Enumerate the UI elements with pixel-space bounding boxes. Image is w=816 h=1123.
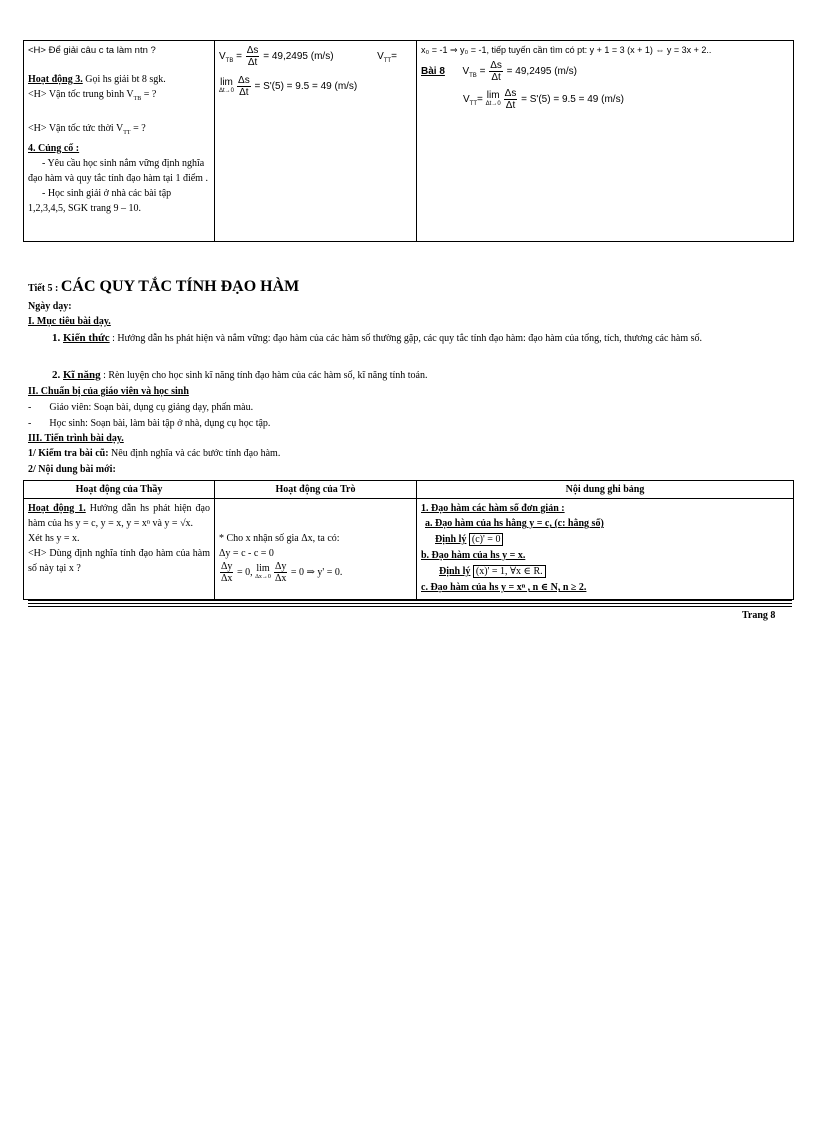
ki-nang-paragraph (28, 367, 788, 384)
lesson-title: CÁC QUY TẮC TÍNH ĐẠO HÀM (60, 278, 300, 295)
giao-vien-text: Giáo viên: Soạn bài, dụng cụ giảng dạy, phấn màu. (49, 402, 254, 413)
table-row (24, 499, 794, 600)
tro-frac-den: Δx (221, 573, 233, 584)
vtb-fraction (246, 45, 260, 68)
ghi-bang-hb: b. Đạo hàm của hs y = x. (421, 550, 526, 561)
vtb-frac-num: Δs (246, 45, 259, 56)
thay-cell (24, 499, 215, 600)
lesson-activity-table (23, 480, 794, 600)
dinh-ly-2-label: Định lý (439, 566, 471, 577)
dinh-ly-2-box: (x)' = 1, ∀x ∈ R. (473, 565, 546, 578)
bai-8-vtt: $V_{TT}=$ lim Δt→0 $\frac{\Delta s}{\Delta t}$ = S'(5) = 9.5 = 49 (m/s) (463, 88, 624, 112)
student-column-cell (215, 41, 417, 242)
vtt-eq: = (391, 51, 397, 63)
hoat-dong-3-text: Gọi hs giải bt 8 sgk. (82, 74, 166, 85)
tro-limit-sub: Δx→0 (255, 574, 271, 580)
vtt-frac-num: Δs (238, 75, 250, 87)
vtt-sub: TT (383, 58, 392, 65)
question-vtb-post: = ? (141, 89, 157, 100)
question-vtt-sub: TT (123, 130, 131, 136)
vtb-formula (219, 45, 412, 69)
footer-rule (28, 603, 792, 604)
bai-8-limit-word: lim (486, 90, 500, 102)
cung-co-item-1: - Yêu cầu học sinh nắm vững định nghĩa đạo hàm và quy tắc tính đạo hàm tại 1 điểm . (28, 158, 208, 184)
kien-thuc-label: Kiến thức (63, 332, 110, 344)
hoat-dong-1 (28, 501, 210, 531)
bai-8-vtt-symbol: V (463, 94, 470, 106)
vtb-sub: TB (225, 58, 234, 65)
limit-operator (219, 78, 234, 95)
section-muc-tieu: I. Mục tiêu bài dạy. (28, 316, 111, 327)
tro-mid: = 0, (234, 566, 256, 578)
cung-co-heading: 4. Củng cố : (28, 143, 80, 154)
ghi-bang-ha: a. Đạo hàm của hs hằng y = c, (c: hằng số) (425, 518, 604, 529)
bai-8-label: Bài 8 (421, 66, 445, 78)
ki-nang-text: : Rèn luyện cho học sinh kĩ năng tính đạo hàm của các hàm số, kĩ năng tính toán. (100, 370, 428, 381)
question-vtt (28, 121, 210, 141)
limit-word: lim (220, 77, 233, 89)
footer-rule (28, 606, 792, 607)
hoat-dong-1-label: Hoạt động 1. (28, 503, 86, 514)
bai-8-vtb-fraction (489, 60, 503, 83)
question-vtt-post: = ? (130, 123, 146, 134)
footer-rule (28, 600, 792, 601)
bai-8-vtt-frac-num: Δs (504, 88, 517, 100)
bai-8-vtt-fraction (504, 88, 518, 111)
ghi-bang-hc: c. Đạo hàm của hs y = xⁿ , n ∈ N, n ≥ 2. (421, 582, 587, 593)
teacher-column-cell (24, 41, 215, 242)
tro-limit-word: lim (256, 563, 270, 574)
header-tro: Hoạt động của Trò (215, 481, 417, 499)
hoc-sinh-item: - Học sinh: Soạn bài, làm bài tập ở nhà, dụng cụ học tập. (28, 418, 271, 429)
question-vtt-text: <H> Vận tốc tức thời V (28, 123, 124, 134)
vtt-symbol: V (377, 51, 384, 63)
question-vtb (28, 87, 210, 107)
vtt-frac-den: Δt (239, 87, 249, 99)
dinh-ly-1-box: (c)' = 0 (469, 533, 504, 546)
vtt-value: = S'(5) = 9.5 = 49 (m/s) (251, 81, 358, 93)
giao-vien-item: - Giáo viên: Soạn bài, dụng cụ giảng dạy, phấn màu. (28, 402, 254, 413)
hoat-dong-3 (28, 72, 210, 87)
bai-8-vtb-symbol: V (462, 66, 470, 78)
bai-8-vtb: Bài 8 $V_{TB}$ = $\frac{\Delta s}{\Delta t}$ = 49,2495 (m/s) (421, 60, 577, 83)
bai-8-frac-den: Δt (491, 72, 501, 83)
tro-line-2: Δy = c - c = 0 (219, 548, 274, 559)
vtt-limit-formula (219, 75, 412, 98)
question-vtb-sub: TB (133, 96, 142, 102)
question-vtb-text: <H> Vận tốc trung bình V (28, 89, 134, 100)
tro-fraction (220, 561, 233, 584)
bai-8-vtt-sub: TT (469, 101, 478, 108)
question-cau-c: <H> Để giải câu c ta làm ntn ? (28, 45, 156, 56)
kiem-tra-line (28, 448, 280, 459)
section-tien-trinh: III. Tiến trình bài dạy. (28, 433, 124, 444)
tangent-line-result: x₀ = -1 ⇒ y₀ = -1, tiếp tuyến cần tìm có pt: y + 1 = 3 (x + 1) ⇔ y = 3x + 2.. (421, 45, 712, 55)
cung-co-item-2: - Học sinh giải ở nhà các bài tập 1,2,3,4,5, SGK trang 9 – 10. (28, 188, 172, 214)
dinh-ly-1-label: Định lý (435, 534, 467, 545)
dinh-ly-2 (421, 564, 789, 579)
tro-frac2-den: Δx (274, 573, 287, 584)
bai-8-vtb-value: = 49,2495 (m/s) (503, 66, 577, 78)
page-number: Trang 8 (742, 610, 776, 621)
hoat-dong-3-label: Hoạt động 3. (28, 74, 83, 85)
bai-8-limit-sub: Δt→0 (485, 101, 501, 108)
dinh-ly-1 (421, 532, 789, 547)
thay-question: <H> Dùng định nghĩa tính đạo hàm của hàm số này tại x ? (28, 548, 210, 574)
bai-8-vtb-sub: TB (469, 73, 477, 80)
kien-thuc-paragraph (28, 330, 788, 347)
kien-thuc-text: : Hướng dẫn hs phát hiện và nắm vững: đạo hàm của các hàm số thường gặp, các quy tắc tính đạo hàm: đạo hàm của tổng, tích, thương các hàm số. (109, 333, 703, 344)
board-column-cell (417, 41, 794, 242)
ghi-bang-h1: 1. Đạo hàm các hàm số đơn giản : (421, 503, 565, 514)
kien-thuc-number: 1. (52, 332, 63, 344)
tro-cell (215, 499, 417, 600)
table-header-row (24, 481, 794, 499)
vtb-value: = 49,2495 (m/s) (260, 51, 334, 63)
kiem-tra-text: Nêu định nghĩa và các bước tính đạo hàm. (108, 448, 281, 459)
ki-nang-label: Kĩ năng (63, 369, 101, 381)
vtb-eq: = (233, 51, 245, 63)
tro-fraction-2 (274, 561, 287, 584)
xet-hs: Xét hs y = x. (28, 533, 80, 544)
bai-8-limit (486, 91, 501, 108)
vtt-fraction (237, 75, 251, 98)
limit-sub: Δt→0 (219, 88, 235, 95)
top-lesson-table (23, 40, 794, 242)
lesson-heading (28, 278, 299, 296)
hoat-dong-1-text: Hướng dẫn hs phát hiện đạo hàm của hs y = c, y = x, y = xⁿ và y = √x. (28, 503, 210, 529)
vtb-symbol: V (219, 51, 226, 63)
ki-nang-number: 2. (52, 369, 63, 381)
noi-dung-label: 2/ Nội dung bài mới: (28, 464, 116, 475)
tro-limit (255, 564, 271, 581)
header-thay: Hoạt động của Thầy (24, 481, 215, 499)
header-ghi-bang: Nội dung ghi bảng (417, 481, 794, 499)
bai-8-frac-num: Δs (490, 60, 502, 71)
bai-8-vtt-value: = S'(5) = 9.5 = 49 (m/s) (518, 94, 624, 106)
tro-limit-formula (219, 561, 412, 584)
tro-end: = 0 ⇒ y' = 0. (288, 566, 343, 578)
vtb-frac-den: Δt (247, 57, 258, 68)
ngay-day: Ngày dạy: (28, 301, 72, 312)
hoc-sinh-text: Học sinh: Soạn bài, làm bài tập ở nhà, dụng cụ học tập. (49, 418, 271, 429)
kiem-tra-label: 1/ Kiểm tra bài cũ: (28, 448, 109, 459)
tro-line-1: * Cho x nhận số gia Δx, ta có: (219, 533, 340, 544)
ghi-bang-cell (417, 499, 794, 600)
section-chuan-bi: II. Chuẩn bị của giáo viên và học sinh (28, 386, 189, 397)
lesson-number: Tiết 5 : (28, 283, 61, 294)
tro-frac2-num: Δy (274, 561, 287, 572)
tro-frac-num: Δy (221, 561, 233, 572)
bai-8-vtt-frac-den: Δt (505, 100, 516, 112)
